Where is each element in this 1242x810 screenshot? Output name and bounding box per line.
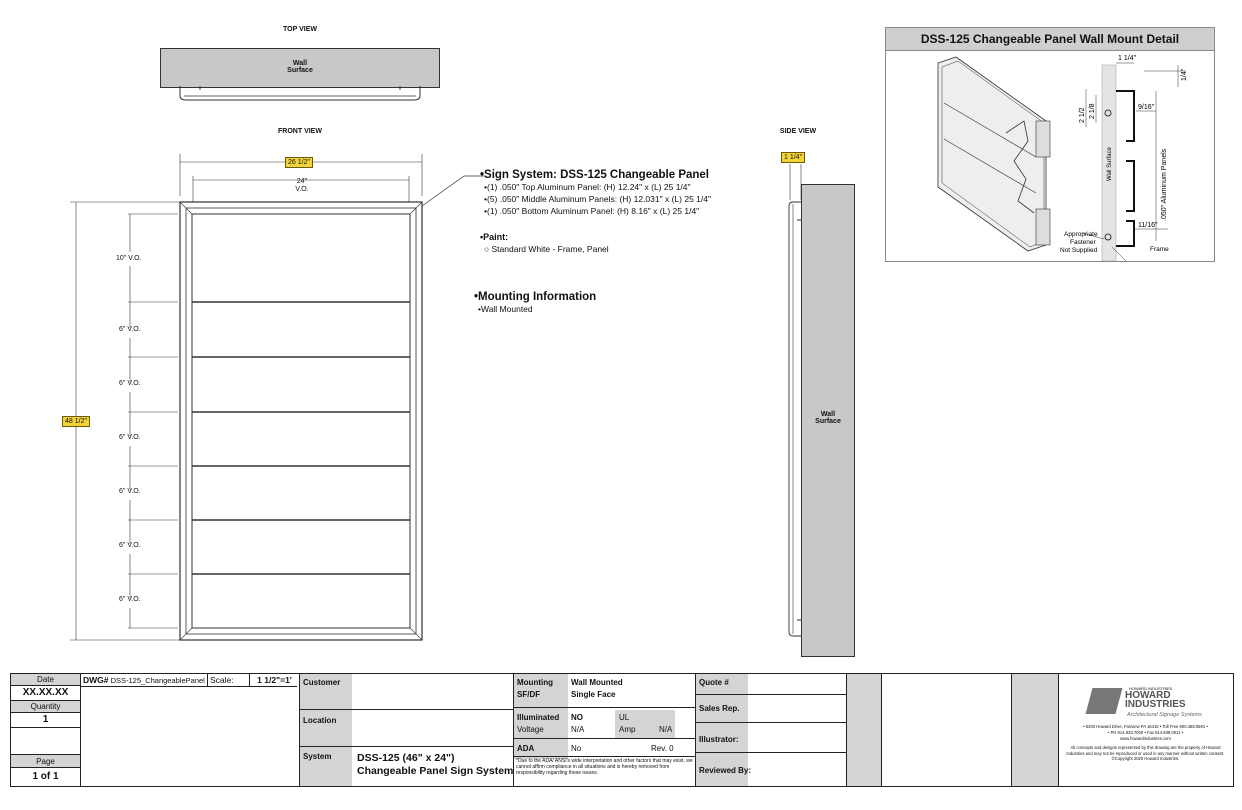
mounting-block — [474, 291, 774, 315]
detail-panels-note: .050" Aluminum Panels — [1161, 148, 1168, 221]
tb-ada-label: ADA — [517, 744, 535, 753]
spec-panel-item: •(1) .050" Bottom Aluminum Panel: (H) 8.16" x (L) 25 1/4" — [484, 206, 700, 216]
vo-width-label: 24" — [296, 178, 308, 185]
company-address — [1059, 724, 1232, 742]
detail-box — [885, 27, 1215, 262]
side-view-title: SIDE VIEW — [779, 128, 817, 135]
fastener-note: Not Supplied — [1060, 247, 1098, 254]
side-wall-label-1: Wall — [820, 411, 836, 418]
mounting-item: •Wall Mounted — [478, 304, 533, 314]
tb-system-line-2: Changeable Panel Sign System — [357, 765, 514, 777]
logo-mark-icon — [1086, 688, 1123, 714]
tb-location-label: Location — [303, 716, 337, 725]
tb-sales-label: Sales Rep. — [699, 704, 740, 713]
panel-label: 6" V.O. — [119, 326, 141, 333]
tb-amp-label: Amp — [619, 725, 636, 734]
vo-width-unit: V.O. — [295, 186, 309, 193]
tb-date-value: XX.XX.XX — [11, 686, 80, 701]
spec-block — [480, 169, 780, 255]
tb-page-value: 1 of 1 — [11, 768, 81, 786]
tb-voltage-value: N/A — [571, 725, 585, 734]
detail-dim: 11/16" — [1138, 222, 1158, 229]
detail-dim: 2 1/8 — [1089, 103, 1096, 119]
tb-illuminated-label: Illuminated — [517, 713, 560, 722]
tb-quantity-label: Quantity — [11, 701, 80, 713]
circle-icon: ○ — [484, 244, 492, 254]
frame-note: Frame — [1150, 246, 1169, 253]
spec-panel-item: •(1) .050" Top Aluminum Panel: (H) 12.24" x (L) 25 1/4" — [484, 182, 691, 192]
tb-approval-col — [847, 674, 881, 786]
side-depth-dim: 1 1/4" — [781, 152, 805, 163]
fastener-note: Fastener — [1070, 239, 1096, 246]
tb-label-col — [300, 674, 352, 786]
panel-label: 6" V.O. — [119, 434, 141, 441]
side-view-wall — [801, 184, 855, 657]
company-logo — [1059, 684, 1232, 724]
detail-title: DSS-125 Changeable Panel Wall Mount Detail — [886, 28, 1214, 51]
panel-label: 10" V.O. — [116, 255, 142, 262]
tb-approval-col — [1012, 674, 1058, 786]
detail-drawing — [886, 51, 1214, 261]
detail-dim: 9/16" — [1138, 104, 1155, 111]
title-block — [10, 673, 1234, 787]
tb-customer-label: Customer — [303, 678, 341, 687]
company-addr-1: • 6400 Howard Drive, Fairview PA 16415 • Toll Free 800.458.0591 • — [1083, 724, 1208, 729]
top-view-wall-label-1: Wall — [292, 60, 308, 67]
detail-dim: 1 1/4" — [1118, 55, 1137, 62]
front-view-drawing — [60, 148, 440, 648]
tb-scale-value: 1 1/2"=1' — [249, 674, 299, 687]
spec-panel-item: •(5) .050" Middle Aluminum Panels: (H) 12.031" x (L) 25 1/4" — [484, 194, 712, 204]
mounting-title: •Mounting Information — [474, 291, 597, 303]
company-tagline: Architectural Signage Systems — [1127, 712, 1202, 718]
spec-paint-item: ○ Standard White - Frame, Panel — [484, 244, 609, 254]
tb-system-value — [357, 752, 513, 778]
top-view-sign-profile — [170, 86, 430, 102]
front-width-dim: 26 1/2" — [285, 157, 313, 168]
tb-amp-value: N/A — [659, 725, 673, 734]
tb-mounting-value: Wall Mounted — [571, 678, 623, 687]
top-view-title: TOP VIEW — [283, 26, 317, 33]
tb-sfdf-label: SF/DF — [517, 690, 541, 699]
tb-quantity-value: 1 — [11, 713, 80, 728]
company-small: HOWARD INDUSTRIES — [1129, 686, 1173, 691]
tb-date-label: Date — [11, 674, 80, 686]
tb-voltage-label: Voltage — [517, 725, 544, 734]
company-name-1: HOWARD — [1125, 690, 1171, 701]
company-addr-2: • PH 814.833.7000 • Fax 814.838.0011 • — [1107, 730, 1184, 735]
tb-dwg-label: DWG# — [83, 675, 109, 685]
top-view-wall — [160, 48, 440, 88]
tb-page-label: Page — [11, 754, 81, 768]
spec-system-title: •Sign System: DSS-125 Changeable Panel — [480, 169, 709, 181]
front-view-title: FRONT VIEW — [278, 128, 322, 135]
tb-system-label: System — [303, 752, 332, 761]
company-name-2: INDUSTRIES — [1125, 699, 1186, 710]
tb-system-line-1: DSS-125 (46" x 24") — [357, 752, 455, 764]
company-web: www.howardindustries.com — [1120, 736, 1171, 741]
top-view-wall-label-2: Surface — [287, 67, 313, 74]
panel-label: 6" V.O. — [119, 380, 141, 387]
detail-dim: 2 1/2 — [1079, 107, 1086, 123]
panel-label: 6" V.O. — [119, 488, 141, 495]
tb-mounting-label: Mounting — [517, 678, 553, 687]
tb-ul-label: UL — [619, 713, 630, 722]
company-note: All concepts and designs represented by this drawing are the property of Howard Industries and may not be reproduced or used in any manner without written consent. ©Copyright 2020 Howard Industries. — [1066, 745, 1225, 761]
side-wall-label-2: Surface — [815, 418, 841, 425]
detail-dim: 1/4" — [1181, 68, 1188, 81]
fastener-note: Appropriate — [1064, 231, 1098, 238]
front-height-dim: 48 1/2" — [62, 416, 90, 427]
detail-wall-surface: Wall Surface — [1107, 147, 1113, 181]
tb-illustrator-label: Illustrator: — [699, 735, 739, 744]
tb-quote-label: Quote # — [699, 678, 729, 687]
panel-label: 6" V.O. — [119, 596, 141, 603]
tb-rev: Rev. 0 — [651, 744, 674, 753]
tb-illuminated-value: NO — [571, 713, 583, 722]
tb-sfdf-value: Single Face — [571, 690, 616, 699]
tb-dwg-value: DSS-125_ChangeablePanel — [110, 676, 205, 685]
tb-scale-label: Scale: — [207, 674, 249, 687]
panel-label: 6" V.O. — [119, 542, 141, 549]
spec-paint-title: •Paint: — [480, 232, 509, 242]
tb-company-block — [1059, 674, 1232, 786]
tb-ada-value: No — [571, 744, 582, 753]
tb-ada-note: *Due to the ADA/ ANSI's wide interpretation and other factors that may exist, we cannot affirm compliance in all situations and is hereby removed from responsibility regarding these issues. — [516, 758, 693, 776]
tb-reviewed-label: Reviewed By: — [699, 766, 752, 775]
